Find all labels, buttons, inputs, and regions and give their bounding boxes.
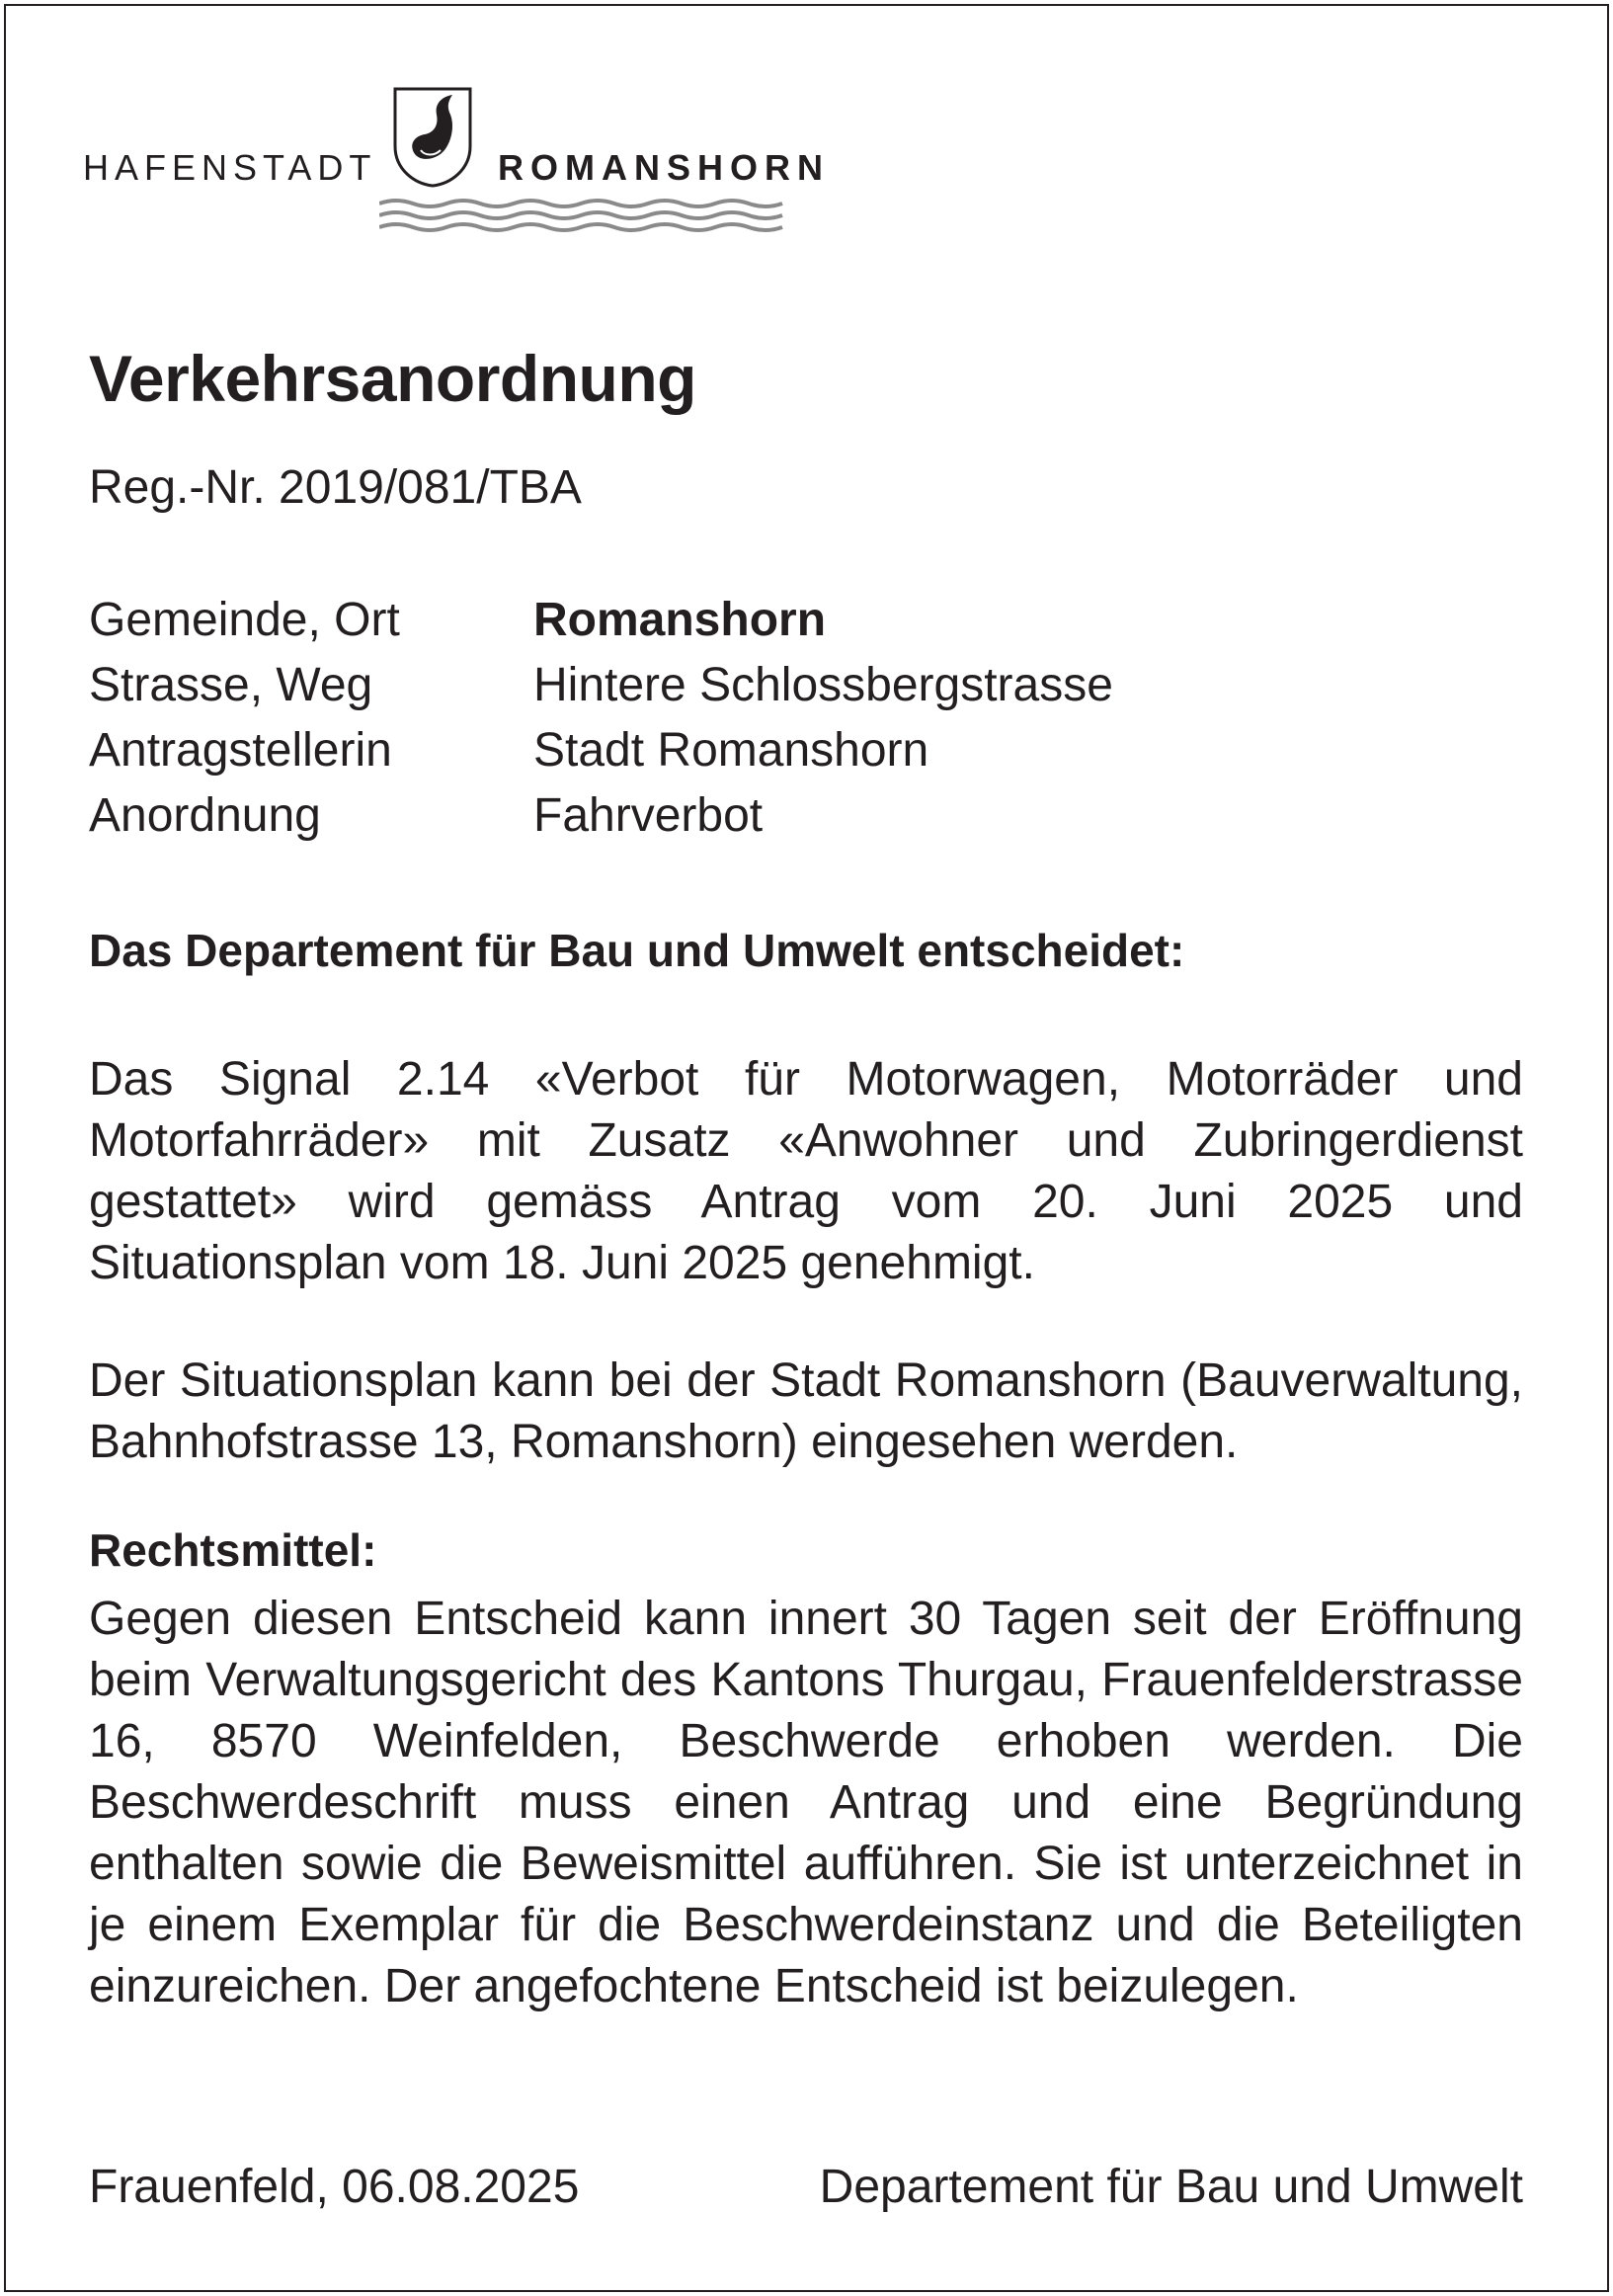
coat-of-arms-icon [391,85,474,188]
waves-icon [379,196,784,235]
info-label: Anordnung [89,789,321,842]
info-label: Gemeinde, Ort [89,594,400,646]
info-value: Romanshorn [533,594,827,646]
logo-text-hafenstadt: HAFENSTADT [83,147,377,188]
remedy-heading: Rechtsmittel: [89,1524,377,1576]
info-row-gemeinde [89,588,1113,653]
remedy-paragraph: Gegen diesen Entscheid kann innert 30 Tagen seit der Eröffnung beim Verwaltungsgericht des Kantons Thurgau, Frauenfelderstrasse 16, 8570 Weinfelden, Beschwerde erhoben werden. Die Beschwerdeschrift muss einen Antrag und eine Begründung enthalten sowie die Beweismittel aufführen. Sie ist unterzeichnet in je einem Exemplar für die Beschwerdeinstanz und die Beteiligten einzureichen. Der angefochtene Entscheid ist beizulegen. [89,1593,1523,2012]
registration-number: Reg.-Nr. 2019/081/TBA [89,461,582,514]
info-row-antragstellerin [89,718,1113,783]
footer-department: Departement für Bau und Umwelt [819,2161,1523,2213]
info-row-strasse [89,653,1113,718]
info-table [89,588,1113,849]
info-value: Fahrverbot [533,789,764,842]
info-label: Strasse, Weg [89,659,373,711]
decision-heading: Das Departement für Bau und Umwelt entscheidet: [89,925,1185,976]
info-label: Antragstellerin [89,724,392,777]
page-title: Verkehrsanordnung [89,342,696,415]
info-value: Hintere Schlossbergstrasse [533,659,1113,711]
info-value: Stadt Romanshorn [533,724,929,777]
logo-text-romanshorn: ROMANSHORN [498,147,830,188]
plan-paragraph: Der Situationsplan kann bei der Stadt Romanshorn (Bauverwaltung, Bahnhofstrasse 13, Romanshorn) eingesehen werden. [89,1354,1523,1468]
decision-paragraph: Das Signal 2.14 «Verbot für Motorwagen, Motorräder und Motorfahrräder» mit Zusatz «Anwohner und Zubringerdienst gestattet» wird gemäss Antrag vom 20. Juni 2025 und Situationsplan vom 18. Juni 2025 genehmigt. [89,1053,1523,1289]
footer-place-date: Frauenfeld, 06.08.2025 [89,2161,580,2213]
romanshorn-logo [83,85,873,233]
info-row-anordnung [89,783,1113,849]
